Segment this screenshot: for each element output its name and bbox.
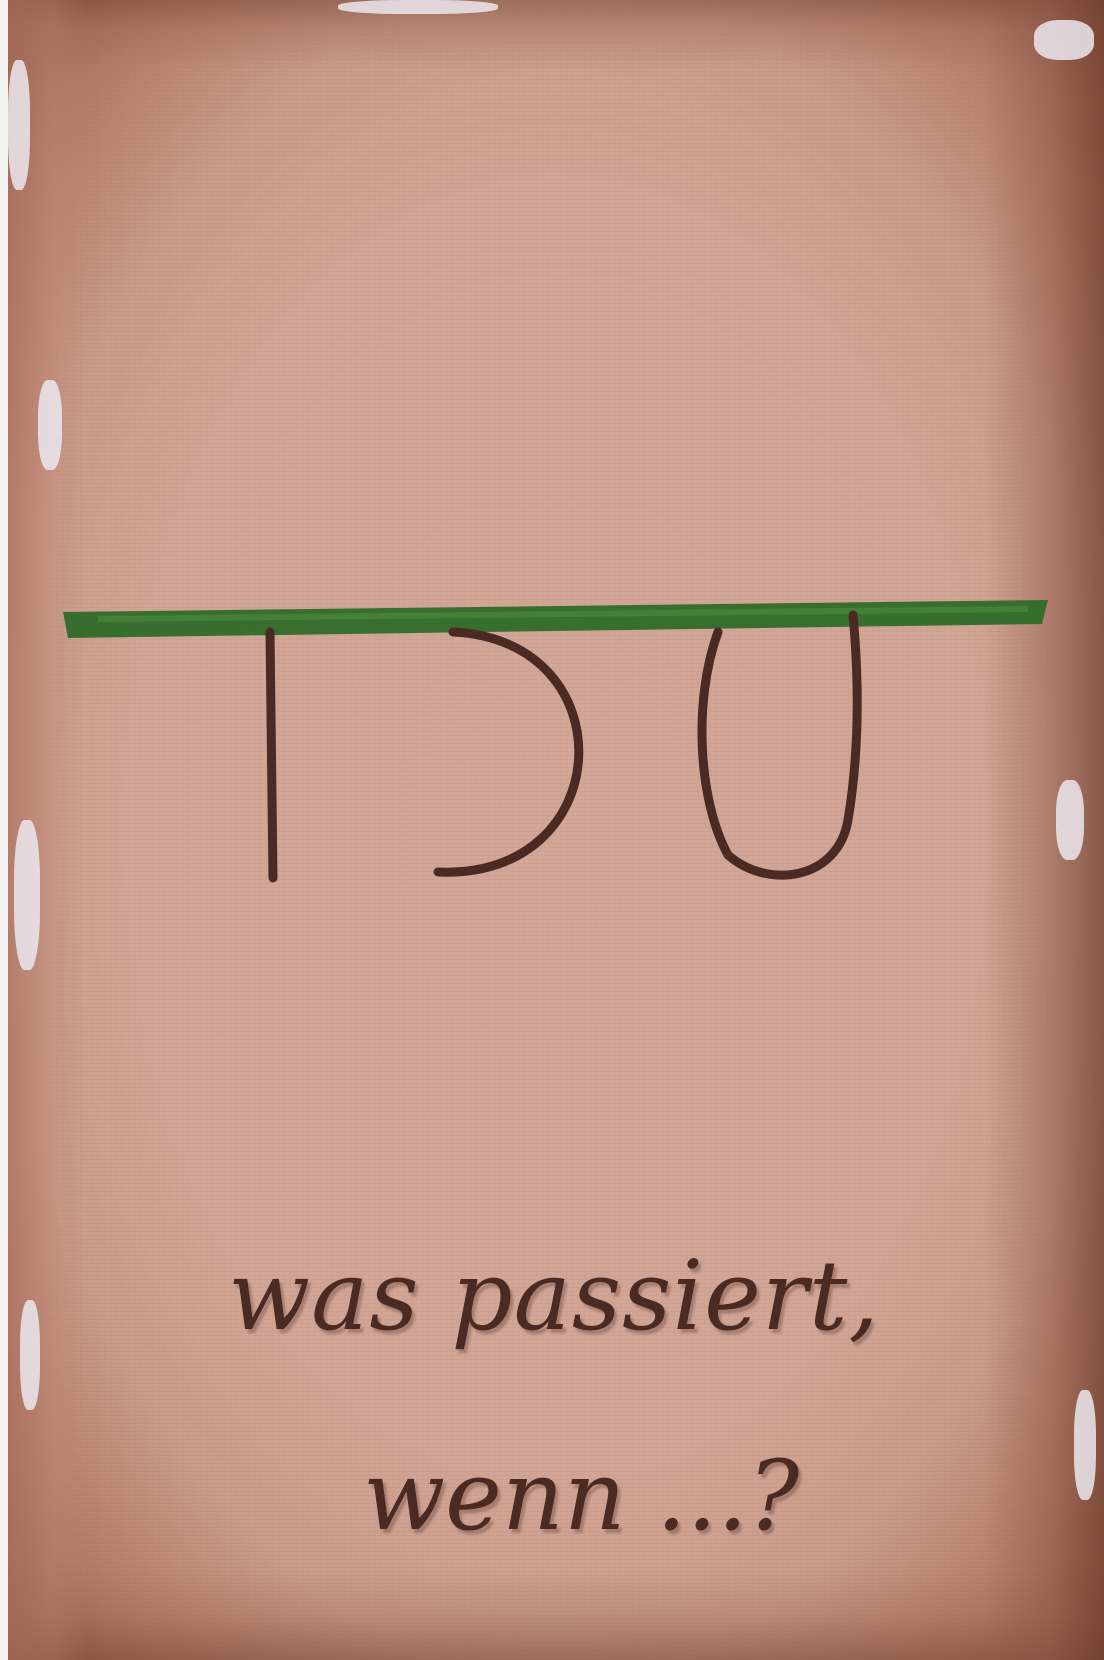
caption-line-1: was passiert, xyxy=(228,1240,880,1352)
caption-line-2: wenn ...? xyxy=(363,1440,800,1552)
painting-drawing xyxy=(8,0,1104,1660)
glyph-reversed-c xyxy=(438,632,579,872)
canvas-painting xyxy=(8,0,1104,1660)
glyph-inverted-u xyxy=(702,615,857,875)
left-border-strip xyxy=(0,0,8,1660)
glyph-vertical-line xyxy=(270,632,273,878)
symbol-glyphs xyxy=(270,615,857,878)
